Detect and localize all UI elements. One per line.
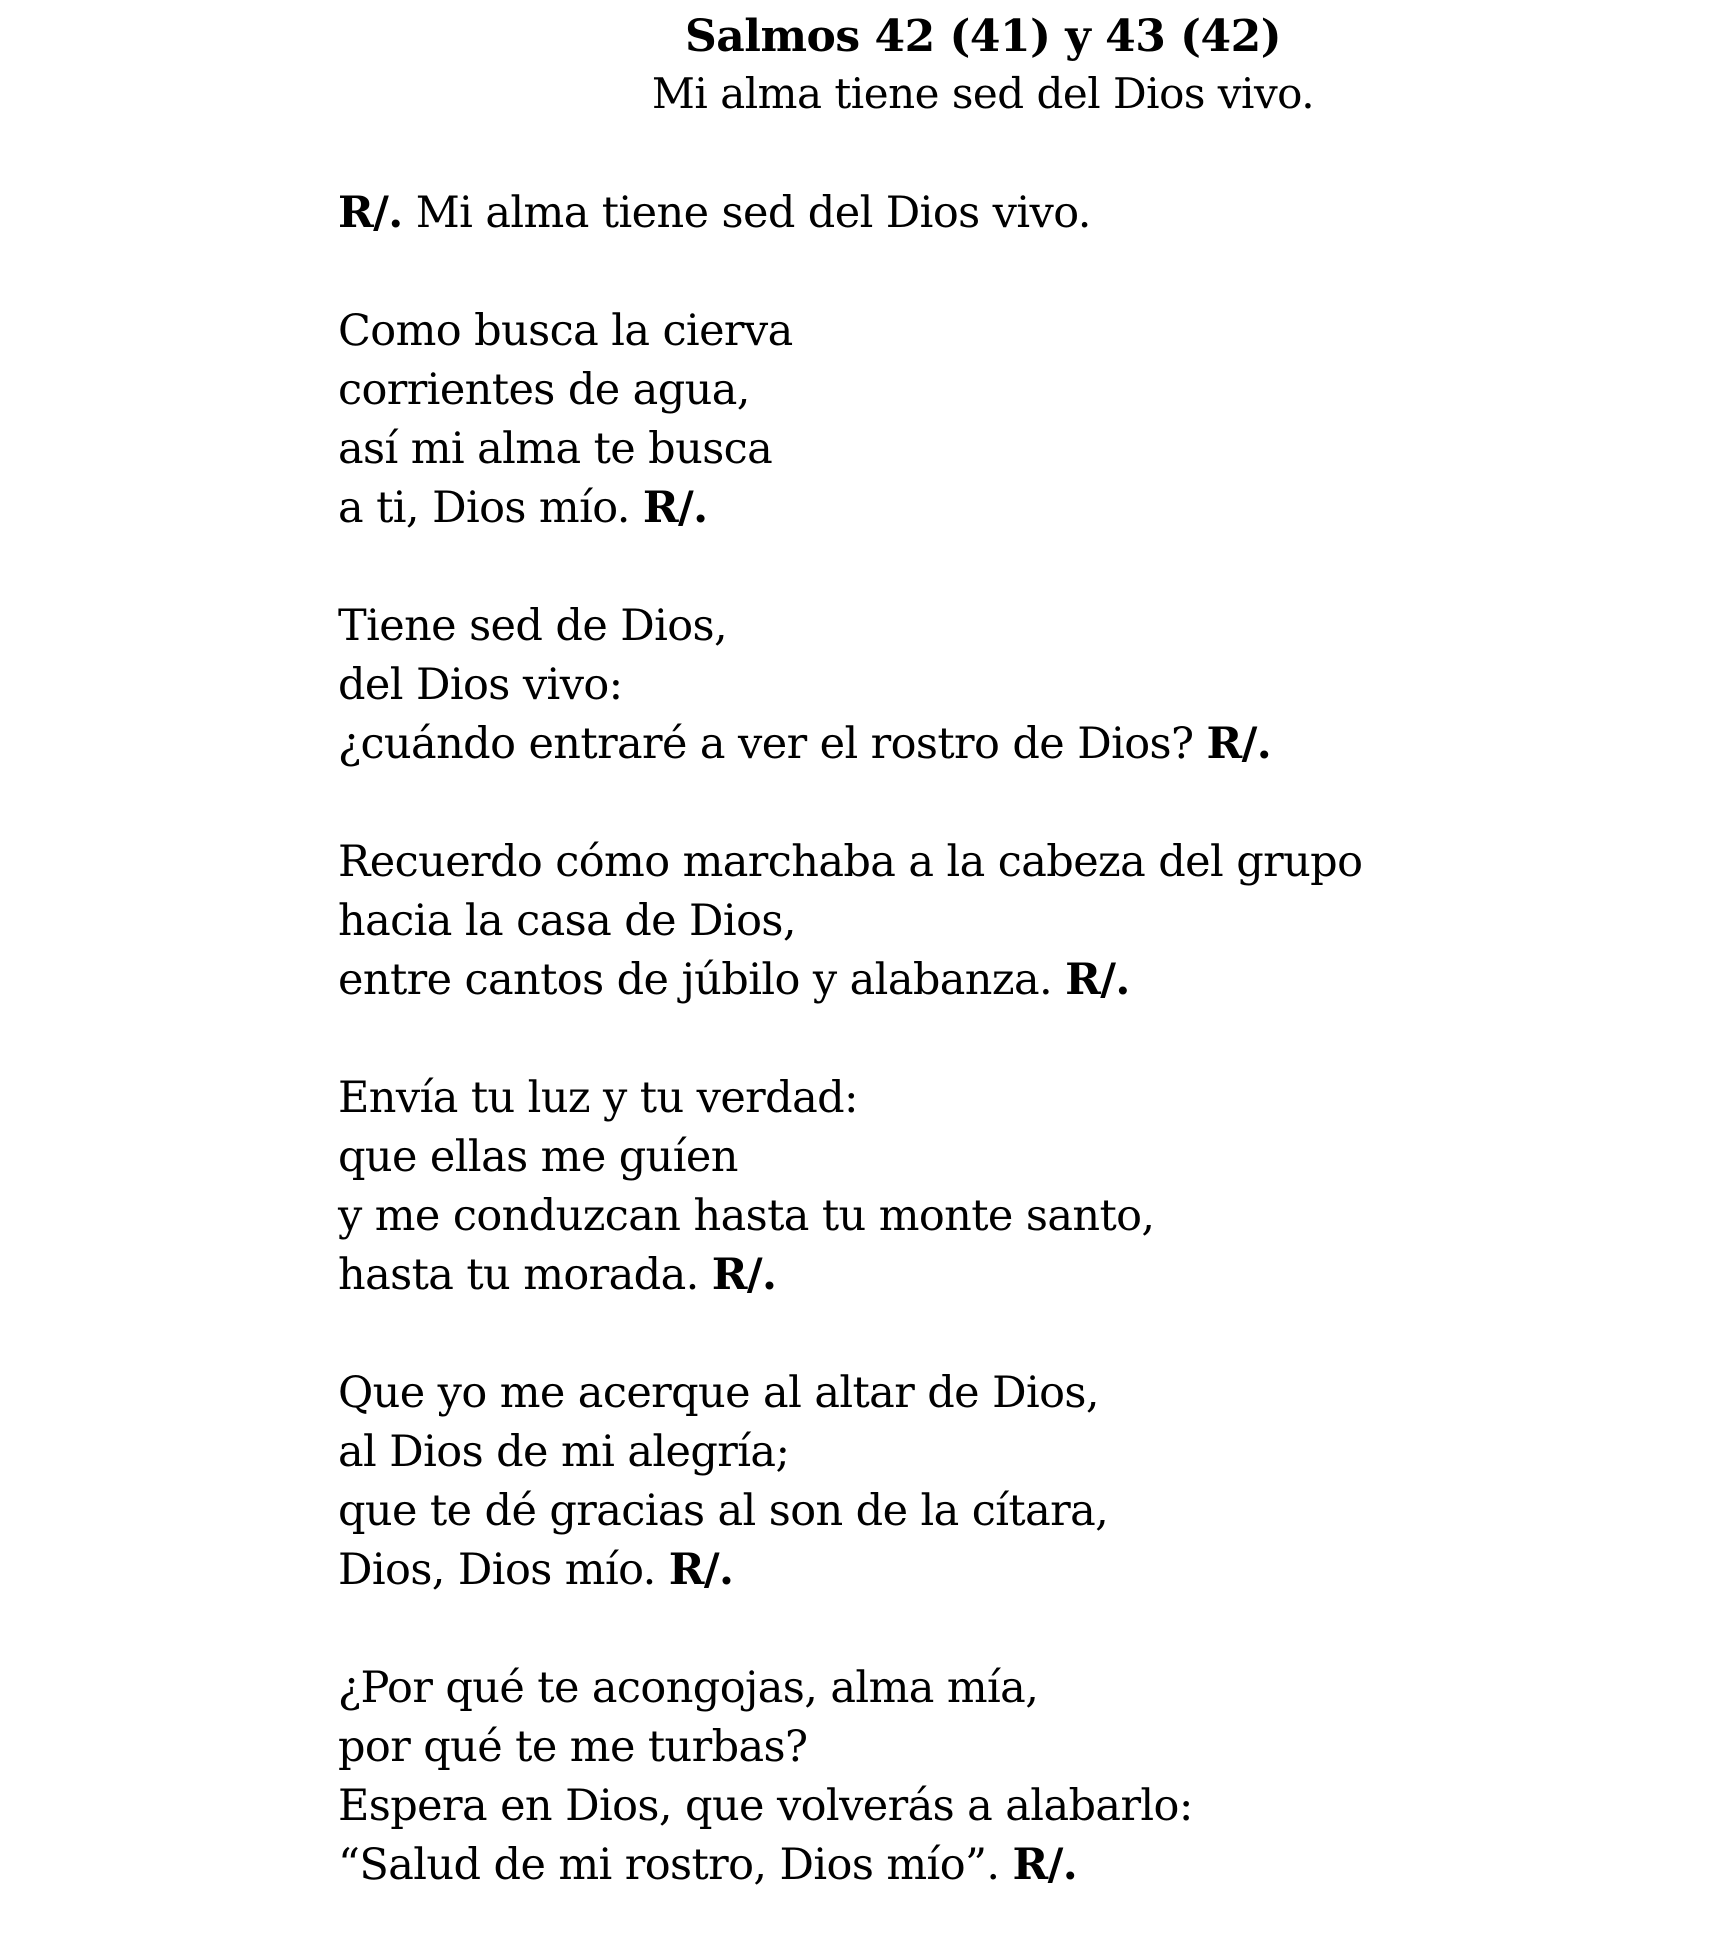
response-line — [338, 184, 1698, 243]
verse-text: Dios, Dios mío. — [338, 1545, 669, 1595]
stanza-6 — [338, 1659, 1698, 1895]
response-marker: R/. — [668, 1545, 734, 1595]
verse-line: ¿Por qué te acongojas, alma mía, — [338, 1663, 1039, 1713]
verse-line — [338, 715, 1698, 774]
response-marker: R/. — [1065, 955, 1130, 1005]
stanza-4 — [338, 1069, 1698, 1305]
verse-line: Recuerdo cómo marchaba a la cabeza del grupo — [338, 837, 1363, 887]
verse-line — [338, 1541, 1698, 1600]
verse-text: “Salud de mi rostro, Dios mío”. — [338, 1840, 1013, 1890]
response-marker: R/. — [642, 483, 708, 533]
verse-line: que te dé gracias al son de la cítara, — [338, 1486, 1109, 1536]
verse-line: que ellas me guíen — [338, 1132, 738, 1182]
psalm-title: Salmos 42 (41) y 43 (42) — [684, 11, 1282, 62]
response-marker: R/. — [711, 1250, 777, 1300]
stanza-2 — [338, 597, 1698, 774]
verse-line: y me conduzcan hasta tu monte santo, — [338, 1191, 1155, 1241]
verse-line: Espera en Dios, que volverás a alabarlo: — [338, 1781, 1193, 1831]
verse-text: ¿cuándo entraré a ver el rostro de Dios? — [338, 719, 1207, 769]
response-verse: Mi alma tiene sed del Dios vivo. — [402, 188, 1091, 238]
verse-line: Envía tu luz y tu verdad: — [338, 1073, 858, 1123]
verse-line: por qué te me turbas? — [338, 1722, 808, 1772]
psalm-header — [0, 8, 1736, 122]
verse-line — [338, 1836, 1698, 1895]
verse-text: hasta tu morada. — [338, 1250, 712, 1300]
verse-line: al Dios de mi alegría; — [338, 1427, 790, 1477]
stanza-3 — [338, 833, 1698, 1010]
verse-line — [338, 951, 1698, 1010]
verse-text: entre cantos de júbilo y alabanza. — [338, 955, 1066, 1005]
verse-line: del Dios vivo: — [338, 660, 623, 710]
verse-line: así mi alma te busca — [338, 424, 773, 474]
verse-line: Como busca la cierva — [338, 306, 793, 356]
psalm-subtitle: Mi alma tiene sed del Dios vivo. — [651, 69, 1315, 118]
verse-line: Que yo me acerque al altar de Dios, — [338, 1368, 1099, 1418]
verse-line — [338, 479, 1698, 538]
psalm-body — [338, 184, 1698, 1954]
verse-line — [338, 1246, 1698, 1305]
stanza-5 — [338, 1364, 1698, 1600]
stanza-1 — [338, 302, 1698, 538]
verse-line: corrientes de agua, — [338, 365, 750, 415]
verse-line: hacia la casa de Dios, — [338, 896, 796, 946]
response-marker: R/. — [1206, 719, 1272, 769]
response-marker: R/. — [1012, 1840, 1078, 1890]
verse-text: a ti, Dios mío. — [338, 483, 643, 533]
verse-line: Tiene sed de Dios, — [338, 601, 728, 651]
response-text — [338, 184, 1698, 243]
response-marker: R/. — [338, 188, 403, 238]
